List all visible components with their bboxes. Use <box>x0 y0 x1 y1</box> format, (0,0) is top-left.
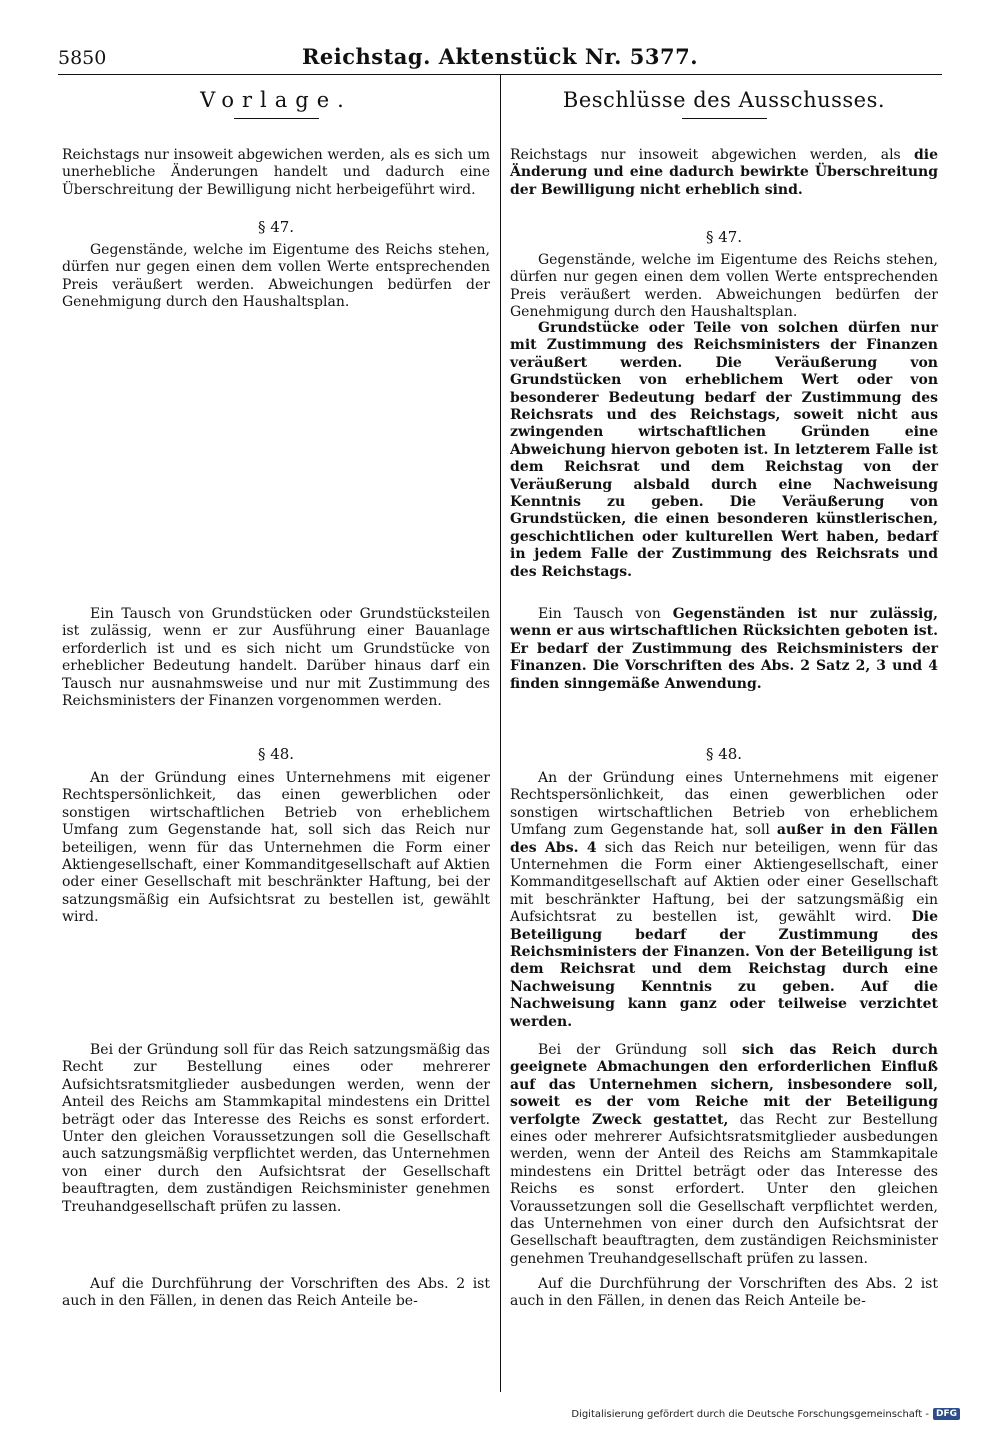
right-section-48-paragraph-3 <box>510 1276 938 1311</box>
left-section-48-paragraph-3 <box>62 1276 490 1311</box>
running-title: Reichstag. Aktenstück Nr. 5377. <box>301 44 699 69</box>
paragraph-text: Ein Tausch von Grundstücken oder Grundstücksteilen ist zulässig, wenn er zur Ausführung einer Bauanlage erforderlich ist und es sich nicht um Grundstücke von erheblicher Bedeutung handelt. Darüber hinaus darf ein Tausch nur ausnahmsweise und nur mit Zustimmung des Reichsministers der Finanzen vorgenommen werden. <box>62 606 490 710</box>
paragraph-text <box>510 147 938 199</box>
amended-text: sich das Reich durch geeignete Abmachungen den erforderlichen Einfluß auf das Unternehmen sichern, insbesondere soll, soweit es der vom Reiche mit der Beteiligung verfolgte Zweck gestattet, <box>510 1042 938 1128</box>
right-paragraph-continuation <box>510 147 938 199</box>
dfg-logo: DFG <box>933 1408 960 1420</box>
left-section-47-paragraph-2 <box>62 606 490 710</box>
amended-text: Gegenständen ist nur zulässig, wenn er aus wirtschaftlichen Rücksichten geboten ist. Er bedarf der Zustimmung des Reichsministers der Finanzen. Die Vorschriften des Abs. 2 Satz 2, 3 und 4 finden sinngemäße Anwendung. <box>510 606 939 692</box>
text-span: An der Gründung eines Unternehmens mit eigener Rechtspersönlichkeit, das einen gewerblichen oder sonstigen wirtschaftlichen Betrieb von erheblichem Umfang zum Gegenstande hat, soll <box>510 770 938 839</box>
right-section-48-paragraph-2 <box>510 1042 938 1268</box>
amended-text: Die Beteiligung bedarf der Zustimmung des Reichsministers der Finanzen. Von der Beteiligung ist dem Reichsrat und dem Reichstag durch eine Nachweisung Kenntnis zu geben. Auf die Nachweisung kann ganz oder teilweise verzichtet werden. <box>510 909 938 1030</box>
amended-text: Grundstücke oder Teile von solchen dürfen nur mit Zustimmung des Reichsministers der Finanzen veräußert werden. Die Veräußerung von Grundstücken von erheblichem Wert oder von besonderer Bedeutung bedarf der Zustimmung des Reichsrats und des Reichstags, soweit nicht aus zwingenden wirtschaftlichen Gründen eine Abweichung hiervon geboten ist. In letzterem Falle ist dem Reichsrat und dem Reichstag von der Veräußerung alsbald durch eine Nachweisung Kenntnis zu geben. Die Veräußerung von Grundstücken, die einen besonderen künstlerischen, geschichtlichen oder kulturellen Wert haben, bedarf in jedem Falle der Zustimmung des Reichsrats und des Reichstags. <box>510 320 938 580</box>
left-section-48-paragraph-2 <box>62 1042 490 1216</box>
right-section-47-paragraph-2 <box>510 320 938 581</box>
left-section-47-paragraph-1 <box>62 242 490 312</box>
left-paragraph-continuation <box>62 147 490 199</box>
left-section-48-paragraph-1 <box>62 770 490 927</box>
text-span: Bei der Gründung soll <box>538 1042 743 1058</box>
digitization-credit <box>571 1408 960 1420</box>
text-span: das Recht zur Bestellung eines oder mehrerer Aufsichtsratsmitglieder ausbedungen werden, wenn der Anteil des Reichs am Stammkapitale mindestens ein Drittel beträgt oder das Interesse des Reichs es sonst erfordert. Unter den gleichen Voraussetzungen soll die Gesellschaft verpflichtet werden, das Unternehmen von einer durch den Aufsichtsrat der Gesellschaft beauftragten, dem zuständigen Reichsminister genehmen Treuhandgesellschaft prüfen zu lassen. <box>510 1111 938 1267</box>
right-section-48-heading: § 48. <box>705 745 743 763</box>
paragraph-text: Gegenstände, welche im Eigentume des Reichs stehen, dürfen nur gegen einen dem vollen Werte entsprechenden Preis veräußert werden. Abweichungen bedürfen der Genehmigung durch den Haushaltsplan. <box>62 242 490 311</box>
right-section-47-paragraph-3 <box>510 606 938 693</box>
right-heading-text: Beschlüsse des Ausschusses. <box>562 88 886 112</box>
column-divider <box>500 74 501 1392</box>
paragraph-text: Gegenstände, welche im Eigentume des Reichs stehen, dürfen nur gegen einen dem vollen Werte entsprechenden Preis veräußert werden. Abweichungen bedürfen der Genehmigung durch den Haushaltsplan. <box>510 252 938 321</box>
text-span: Ein Tausch von <box>538 606 673 622</box>
amended-text: die Änderung und eine dadurch bewirkte Überschreitung der Bewilligung nicht erheblich sind. <box>510 147 938 198</box>
left-section-48-heading: § 48. <box>257 745 295 763</box>
page-number: 5850 <box>58 47 107 69</box>
paragraph-text: Auf die Durchführung der Vorschriften des Abs. 2 ist auch in den Fällen, in denen das Reich Anteile be- <box>510 1276 938 1310</box>
paragraph-text <box>510 1042 938 1268</box>
paragraph-text: Reichstags nur insoweit abgewichen werden, als es sich um unerhebliche Änderungen handelt und dadurch eine Überschreitung der Bewilligung nicht herbeigeführt wird. <box>62 147 490 198</box>
paragraph-text: Bei der Gründung soll für das Reich satzungsmäßig das Recht zur Bestellung eines oder mehrerer Aufsichtsratsmitglieder ausbedungen werden, wenn der Anteil des Reichs am Stammkapital mindestens ein Drittel beträgt oder das Interesse des Reichs es sonst erfordert. Unter den gleichen Voraussetzungen soll die Gesellschaft auch satzungsmäßig verpflichtet werden, das Unternehmen von einer durch den Aufsichtsrat der Gesellschaft beauftragten, dem zuständigen Reichsminister genehmen Treuhandgesellschaft prüfen zu lassen. <box>62 1042 490 1215</box>
right-section-48-paragraph-1 <box>510 770 938 1031</box>
page-header <box>58 44 942 74</box>
amended-text: außer in den Fällen des Abs. 4 <box>510 822 938 856</box>
text-span: sich das Reich nur beteiligen, wenn für das Unternehmen die Form einer Aktiengesellschaft, einer Kommanditgesellschaft auf Aktien oder einer Gesellschaft mit beschränkter Haftung, bei der satzungsmäßig ein Aufsichtsrat zu bestellen ist, gewählt wird. <box>510 839 938 926</box>
paragraph-text: An der Gründung eines Unternehmens mit eigener Rechtspersönlichkeit, das einen gewerblichen oder sonstigen wirtschaftlichen Betrieb von erheblichem Umfang zum Gegenstande hat, soll sich das Reich nur beteiligen, wenn für das Unternehmen die Form einer Aktiengesellschaft, einer Kommanditgesellschaft auf Aktien oder einer Gesellschaft mit beschränkter Haftung, bei der satzungsmäßig ein Aufsichtsrat zu bestellen ist, gewählt wird. <box>62 770 490 926</box>
right-section-47-paragraph-1 <box>510 252 938 322</box>
heading-rule <box>682 118 767 119</box>
right-section-47-heading: § 47. <box>705 228 743 246</box>
paragraph-text: Auf die Durchführung der Vorschriften des Abs. 2 ist auch in den Fällen, in denen das Reich Anteile be- <box>62 1276 490 1310</box>
credit-text: Digitalisierung gefördert durch die Deutsche Forschungsgemeinschaft - <box>571 1408 929 1420</box>
paragraph-text <box>510 770 938 1031</box>
paragraph-text <box>510 606 938 693</box>
left-section-47-heading: § 47. <box>257 218 295 236</box>
left-column-heading <box>62 88 490 119</box>
text-span: Reichstags nur insoweit abgewichen werden, als <box>510 147 914 163</box>
paragraph-text <box>510 320 938 581</box>
right-column-heading <box>510 88 938 119</box>
left-heading-text: Vorlage. <box>200 88 352 112</box>
heading-rule <box>234 118 319 119</box>
